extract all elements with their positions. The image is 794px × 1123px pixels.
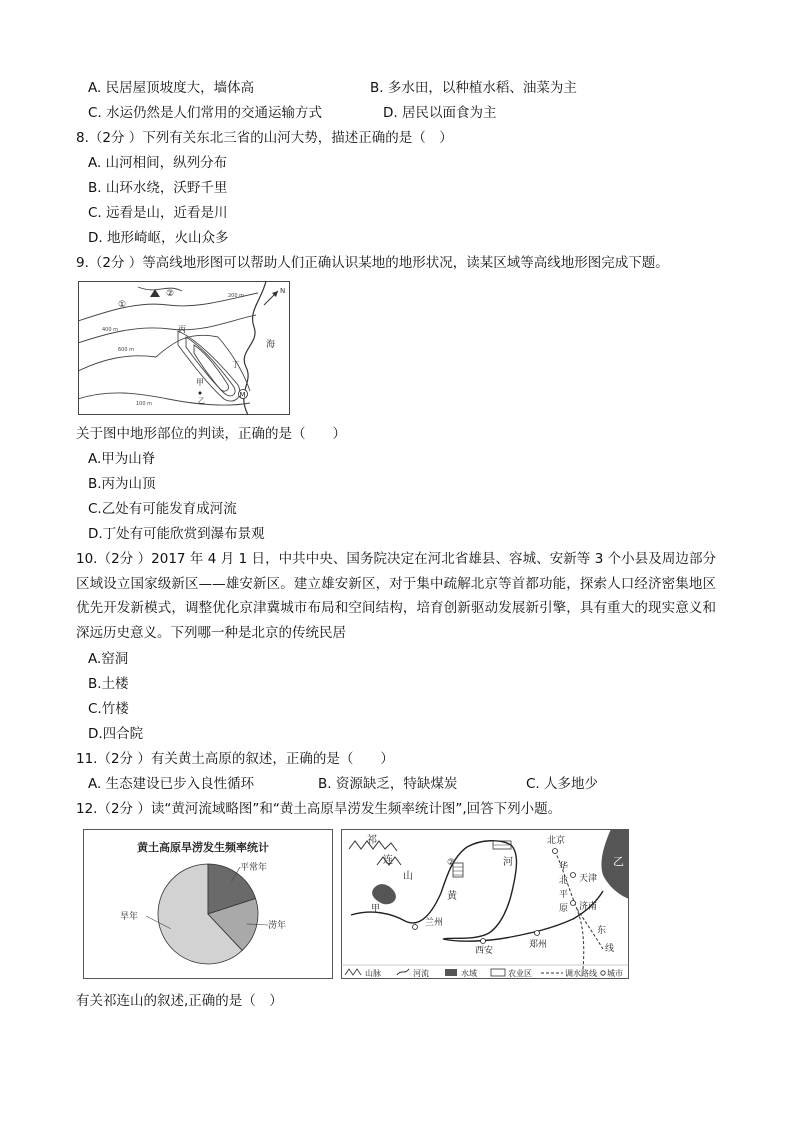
yellow-river-map (341, 829, 629, 979)
q11-option-a: A. 生态建设已步入良性循环 (88, 776, 255, 792)
q7-option-b: B. 多水田，以种植水稻、油菜为主 (370, 80, 577, 96)
map-label-ding: 丁 (232, 361, 239, 369)
map-zhengzhou: 郑州 (529, 940, 548, 950)
map-huabei-1: 华 (559, 862, 569, 872)
map-label-2: ② (166, 289, 175, 299)
pie-chart (83, 829, 333, 979)
q9-option-c: C.乙处有可能发育成河流 (88, 501, 237, 517)
contour-label-400: 400 m (102, 327, 119, 333)
legend-farm: 农业区 (508, 969, 532, 978)
map-label-sea: 海 (266, 340, 276, 350)
q9-question: 关于图中地形部位的判读，正确的是（ ） (76, 426, 346, 442)
map-tianjin: 天津 (579, 874, 598, 884)
contour-label-600: 600 m (118, 347, 135, 353)
q8-stem: 8.（2分 ）下列有关东北三省的山河大势，描述正确的是（ ） (76, 130, 453, 146)
pie-title: 黄土高原旱涝发生频率统计 (137, 841, 269, 854)
map-huabei-2: 北 (559, 876, 569, 886)
map-jinan: 济南 (579, 902, 598, 912)
q10-option-a: A.窑洞 (88, 651, 129, 667)
q9-option-b: B.丙为山顶 (88, 476, 156, 492)
legend-diversion: 调水路线 (565, 969, 597, 978)
q12-question: 有关祁连山的叙述,正确的是（ ） (76, 993, 283, 1009)
map-xian: 西安 (475, 946, 494, 956)
q10-option-c: C.竹楼 (88, 701, 129, 717)
q10-option-b: B.土楼 (88, 676, 129, 692)
contour-label-200: 200 m (228, 293, 245, 299)
q8-option-a: A. 山河相间，纵列分布 (88, 155, 228, 171)
map-he-1: 黄 (447, 891, 457, 902)
map-huabei-3: 平 (559, 890, 569, 900)
q11-option-c: C. 人多地少 (526, 776, 599, 792)
legend-river: 河流 (413, 969, 429, 978)
legend-city-icon (601, 971, 605, 975)
map-label-jia: 甲 (196, 378, 204, 387)
map-label-yi: 乙 (198, 397, 205, 405)
map-yi: 乙 (613, 855, 624, 868)
map-label-m: M (239, 391, 246, 399)
map-label-2-b: ② (447, 858, 456, 868)
map-east-1: 东 (597, 926, 607, 936)
legend-water-icon (445, 969, 457, 976)
q11-stem: 11.（2分 ）有关黄土高原的叙述，正确的是（ ） (76, 751, 394, 767)
q10-stem: 10.（2分 ）2017 年 4 月 1 日，中共中央、国务院决定在河北省雄县、容城、安新等 3 个小县及周边部分区域设立国家级新区——雄安新区。建立雄安新区，对于集中疏解北京等首都功能，探索人口经济密集地区优先开发新模式，调整优化京津冀城市布局和空间结构，培育创新驱动发展新引擎，具有重大的现实意义和深远历史意义。下列哪一种是北京的传统民居 (76, 551, 716, 641)
q8-option-c: C. 远看是山，近看是川 (88, 205, 228, 221)
q10-option-d: D.四合院 (88, 726, 144, 742)
q8-option-b: B. 山环水绕，沃野千里 (88, 180, 228, 196)
q7-option-c: C. 水运仍然是人们常用的交通运输方式 (88, 105, 323, 121)
map-qilian-3: 山 (403, 871, 413, 882)
map-label-bing: 丙 (178, 325, 186, 334)
q9-option-a: A.甲为山脊 (88, 451, 156, 467)
map-label-jia-b: 甲 (371, 904, 381, 914)
legend-mountain: 山脉 (365, 969, 381, 978)
q9-stem: 9.（2分 ）等高线地形图可以帮助人们正确认识某地的地形状况，读某区域等高线地形图完成下题。 (76, 255, 669, 271)
q8-option-d: D. 地形崎岖，火山众多 (88, 230, 229, 246)
q7-option-a: A. 民居屋顶坡度大，墙体高 (88, 80, 255, 96)
contour-label-100: 100 m (136, 401, 153, 407)
q7-option-d: D. 居民以面食为主 (383, 105, 497, 121)
map-he-2: 河 (503, 857, 513, 868)
q9-option-d: D.丁处有可能欣赏到瀑布景观 (88, 526, 265, 542)
q12-stem: 12.（2分 ）读“黄河流域略图”和“黄土高原旱涝发生频率统计图”,回答下列小题。 (76, 801, 562, 817)
map-qilian-2: 连 (383, 855, 393, 866)
pie-label-1: 旱年 (120, 912, 139, 922)
map-qilian-1: 祁 (367, 835, 377, 846)
q11-option-b: B. 资源缺乏，特缺煤炭 (318, 776, 458, 792)
pie-label-2: 平常年 (240, 863, 268, 873)
legend-water: 水域 (461, 969, 477, 978)
contour-map (78, 281, 290, 415)
map-label-1: ① (118, 300, 127, 310)
map-lanzhou: 兰州 (425, 918, 444, 928)
north-arrow-label: N (280, 287, 286, 295)
legend-city: 城市 (607, 969, 623, 978)
map-beijing: 北京 (547, 836, 566, 846)
map-east-2: 线 (605, 944, 615, 954)
map-huabei-4: 原 (559, 904, 569, 914)
pie-label-3: 涝年 (268, 921, 287, 931)
